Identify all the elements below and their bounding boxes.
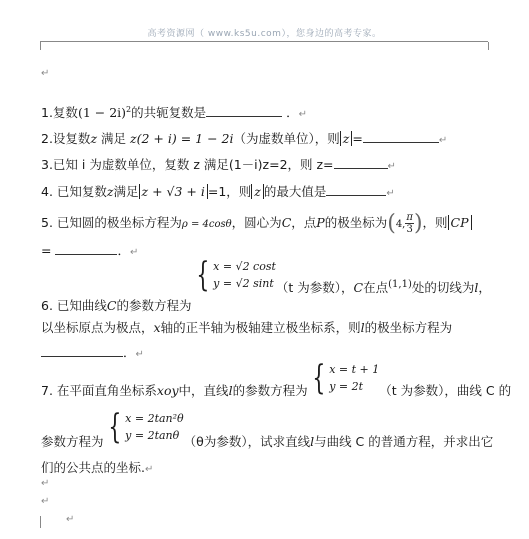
- fraction: $\frac{\pi}{3}$: [406, 212, 413, 235]
- q6-text-6: ，: [478, 279, 491, 295]
- q6-text-3: （t 为参数），: [275, 279, 354, 295]
- answer-blank: [55, 242, 117, 256]
- q1-expr: $(1 - 2i)^2$: [77, 104, 132, 120]
- q7-text-3: 的参数方程为: [232, 382, 308, 398]
- paragraph-mark: ↵: [387, 161, 396, 172]
- sys-row-3: x = 2tan²θ: [125, 412, 184, 425]
- q7-text-7: 与曲线 C 的普通方程，并求出它: [314, 433, 494, 449]
- question-1: [41, 103, 307, 121]
- question-6: [41, 255, 491, 313]
- q6-text-4: 在点: [363, 279, 389, 295]
- q6-text-7: 以坐标原点为极点，: [41, 320, 154, 335]
- sys-row-2: y = √2 sint: [213, 277, 274, 290]
- question-2: [41, 129, 447, 147]
- q4-text-2: 满足: [113, 184, 139, 199]
- q5-var-p: P: [316, 215, 325, 230]
- question-7-line-2: [41, 407, 494, 449]
- q5-text-3: ，点: [291, 215, 317, 230]
- paragraph-mark: ↵: [41, 68, 50, 79]
- q7-text-8: 们的公共点的坐标.: [41, 460, 145, 475]
- q6-var-l: l: [474, 279, 479, 295]
- q6-var-c: C: [106, 297, 117, 313]
- header-rule: [40, 41, 488, 42]
- q2-text: 2.设复数: [41, 131, 91, 146]
- equation-system: { x = √2 cost y = √2 sint: [195, 255, 276, 295]
- paragraph-mark: ↵: [438, 135, 448, 146]
- q6-text-9: 的极坐标方程为: [364, 320, 453, 335]
- q5-point: 4,: [395, 219, 406, 230]
- q6-var-l-2: l: [360, 320, 365, 335]
- q4-eq: =1，则: [207, 184, 252, 199]
- q6-point: (1,1): [388, 278, 412, 290]
- q1-end: ．: [286, 105, 299, 120]
- page-header: 高考资源网（ www.ks5u.com），您身边的高考专家。: [147, 29, 382, 39]
- q6-var-x: x: [153, 320, 161, 335]
- paragraph-mark: ↵: [298, 109, 308, 120]
- paren-left: (: [387, 211, 396, 236]
- q7-text-2: 中，直线: [178, 382, 229, 398]
- q5-text: 5. 已知圆的极坐标方程为: [41, 215, 182, 230]
- q2-eq: =: [352, 131, 363, 146]
- q6-var-c-2: C: [353, 279, 364, 295]
- answer-blank: [334, 156, 388, 170]
- answer-blank: [206, 104, 282, 118]
- q7-text-5: 参数方程为: [41, 433, 104, 449]
- question-5-cont: = ．↵: [41, 243, 139, 258]
- q7-var-xoy: xoy: [156, 382, 179, 398]
- answer-blank: [326, 183, 386, 197]
- q4-text-3: 的最大值是: [263, 184, 327, 199]
- q7-text-4: （t 为参数），曲线 C 的: [379, 382, 512, 398]
- q5-var-c: C: [281, 215, 292, 230]
- q4-text: 4. 已知复数: [41, 184, 107, 199]
- paragraph-mark: ↵: [135, 349, 144, 360]
- q1-text: 1.复数: [41, 105, 78, 120]
- q2-text-3: （为虚数单位），则: [233, 131, 340, 146]
- q6-text-8: 轴的正半轴为极轴建立极坐标系，则: [160, 320, 361, 335]
- question-3: [41, 155, 396, 173]
- q4-expr: z + √3 + i: [139, 184, 208, 199]
- equation-system: { x = 2tan²θ y = 2tanθ: [107, 407, 184, 447]
- q7-text-6: （θ为参数），试求直线: [183, 433, 311, 449]
- answer-blank: [363, 130, 439, 144]
- question-4: [41, 182, 395, 200]
- paren-right: ): [413, 211, 423, 236]
- paragraph-mark: ↵: [41, 478, 50, 489]
- question-6-line-3: [41, 343, 144, 361]
- equation-system: { x = t + 1 y = 2t: [311, 358, 380, 398]
- q6-text: 6. 已知曲线: [41, 297, 107, 313]
- q2-var: z: [90, 131, 98, 146]
- q6-text-5: 处的切线为: [411, 279, 475, 295]
- question-6-line-2: [41, 318, 452, 336]
- q4-abs: z: [251, 184, 264, 199]
- q4-var: z: [106, 184, 114, 199]
- margin-corner-top-left: [40, 42, 49, 50]
- q5-eq-2: =: [41, 243, 56, 258]
- paragraph-mark: ↵: [129, 247, 139, 258]
- q5-eq: ρ = 4cosθ: [181, 219, 232, 230]
- q2-expr: z(2 + i) = 1 − 2i: [130, 131, 234, 146]
- q7-var-l-2: l: [310, 433, 315, 449]
- q6-text-2: 的参数方程为: [116, 297, 192, 313]
- q5-text-4: 的极坐标为: [324, 215, 388, 230]
- question-7: [41, 358, 512, 398]
- paragraph-mark: ↵: [41, 496, 50, 507]
- q5-text-2: ，圆心为: [231, 215, 282, 230]
- question-7-line-3: [41, 458, 153, 476]
- margin-corner-bottom-left: [40, 516, 49, 528]
- q2-abs: z: [340, 131, 353, 146]
- q5-text-5: ，则: [422, 215, 448, 230]
- sys-row-1: x = t + 1: [329, 363, 380, 376]
- paragraph-mark: ↵: [386, 188, 395, 199]
- paragraph-mark: ↵: [144, 464, 154, 475]
- q7-var-l: l: [228, 382, 233, 398]
- q2-text-2: 满足: [101, 131, 127, 146]
- q3-text: 3.已知 i 为虚数单位，复数 z 满足(1－i)z=2，则 z=: [41, 157, 334, 172]
- question-5: [41, 211, 472, 236]
- sys-row-4: y = 2tanθ: [125, 429, 180, 442]
- sys-row-1: x = √2 cost: [213, 260, 276, 273]
- q1-text-2: 的共轭复数是: [131, 105, 207, 120]
- margin-corner-top-right: [480, 42, 489, 50]
- sys-row-2: y = 2t: [329, 380, 364, 393]
- q7-text: 7. 在平面直角坐标系: [41, 382, 157, 398]
- q6-end: ．: [123, 345, 136, 360]
- paragraph-mark: ↵: [66, 514, 75, 525]
- answer-blank: [41, 344, 123, 358]
- q5-abs: CP: [448, 215, 472, 230]
